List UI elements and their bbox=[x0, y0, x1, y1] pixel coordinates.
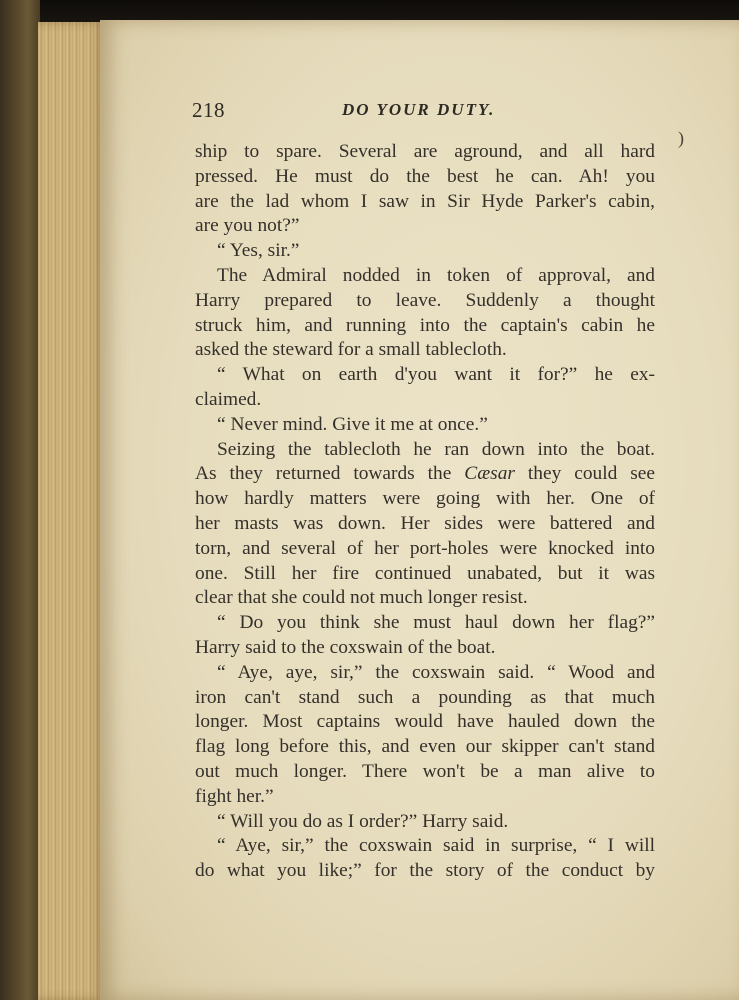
text-line bbox=[195, 363, 655, 388]
text-line bbox=[195, 388, 655, 413]
text-line bbox=[195, 214, 655, 239]
text-line-content: claimed. bbox=[195, 388, 262, 410]
text-line bbox=[195, 611, 655, 636]
text-line-content: they could see bbox=[514, 463, 655, 485]
text-line-content: flag long before this, and even our skipper can't stand bbox=[195, 736, 655, 758]
text-line bbox=[195, 661, 655, 686]
text-line-content: are you not?” bbox=[195, 215, 300, 237]
text-line bbox=[195, 636, 655, 661]
text-line-content: how hardly matters were going with her. One of bbox=[195, 488, 655, 510]
text-line bbox=[195, 190, 655, 215]
text-line-content: asked the steward for a small tablecloth. bbox=[195, 339, 507, 361]
text-line-content: torn, and several of her port-holes were knocked into bbox=[195, 537, 655, 559]
text-line bbox=[195, 239, 655, 264]
text-line-content: “ Aye, sir,” the coxswain said in surprise, “ I will bbox=[217, 835, 655, 857]
text-line-content: clear that she could not much longer resist. bbox=[195, 587, 528, 609]
text-line-content: pressed. He must do the best he can. Ah! you bbox=[195, 165, 655, 187]
text-line bbox=[195, 438, 655, 463]
text-line bbox=[195, 834, 655, 859]
margin-mark: ) bbox=[678, 128, 684, 148]
text-line-content: “ Yes, sir.” bbox=[217, 240, 300, 262]
text-line-content: Seizing the tablecloth he ran down into the boat. bbox=[217, 438, 655, 460]
text-line-content: her masts was down. Her sides were battered and bbox=[195, 512, 655, 534]
text-line bbox=[195, 686, 655, 711]
book-page bbox=[100, 20, 739, 1000]
text-line bbox=[195, 586, 655, 611]
text-line bbox=[195, 462, 655, 487]
text-line-content: “ Aye, aye, sir,” the coxswain said. “ Wood and bbox=[217, 661, 655, 683]
text-line-content: fight her.” bbox=[195, 785, 274, 807]
text-line bbox=[195, 487, 655, 512]
text-line-content: As they returned towards the bbox=[195, 463, 465, 485]
text-line bbox=[195, 562, 655, 587]
text-line bbox=[195, 512, 655, 537]
text-line bbox=[195, 314, 655, 339]
text-line-content: “ What on earth d'you want it for?” he ex- bbox=[217, 364, 655, 386]
text-line-content: one. Still her fire continued unabated, but it was bbox=[195, 562, 655, 584]
text-line bbox=[195, 760, 655, 785]
text-line-content: longer. Most captains would have hauled down the bbox=[195, 711, 655, 733]
text-line bbox=[195, 140, 655, 165]
text-line bbox=[195, 537, 655, 562]
text-line-content: “ Do you think she must haul down her flag?” bbox=[217, 612, 655, 634]
text-line-content: The Admiral nodded in token of approval, and bbox=[217, 264, 655, 286]
text-line bbox=[195, 810, 655, 835]
page-header bbox=[192, 98, 662, 130]
text-line bbox=[195, 165, 655, 190]
text-line bbox=[195, 264, 655, 289]
text-line bbox=[195, 859, 655, 884]
body-text bbox=[195, 140, 655, 884]
text-line-content: iron can't stand such a pounding as that much bbox=[195, 686, 655, 708]
text-line bbox=[195, 735, 655, 760]
page-number: 218 bbox=[192, 98, 225, 122]
text-line-content: are the lad whom I saw in Sir Hyde Parker's cabin, bbox=[195, 190, 655, 212]
text-line-content: Harry said to the coxswain of the boat. bbox=[195, 636, 496, 658]
text-line-content: out much longer. There won't be a man alive to bbox=[195, 760, 655, 782]
text-line-content: do what you like;” for the story of the conduct by bbox=[195, 860, 655, 882]
text-line bbox=[195, 785, 655, 810]
text-line-content: Harry prepared to leave. Suddenly a thought bbox=[195, 289, 655, 311]
text-line-content: “ Will you do as I order?” Harry said. bbox=[217, 810, 509, 832]
page-edges bbox=[38, 22, 104, 1000]
book-spine bbox=[0, 0, 40, 1000]
text-line-content: struck him, and running into the captain's cabin he bbox=[195, 314, 655, 336]
ship-name: Cæsar bbox=[464, 463, 515, 485]
text-line-content: “ Never mind. Give it me at once.” bbox=[217, 413, 488, 435]
text-line bbox=[195, 289, 655, 314]
text-line bbox=[195, 413, 655, 438]
running-head: DO YOUR DUTY. bbox=[342, 100, 496, 119]
text-line bbox=[195, 338, 655, 363]
text-line bbox=[195, 710, 655, 735]
text-line-content: ship to spare. Several are aground, and all hard bbox=[195, 141, 655, 162]
